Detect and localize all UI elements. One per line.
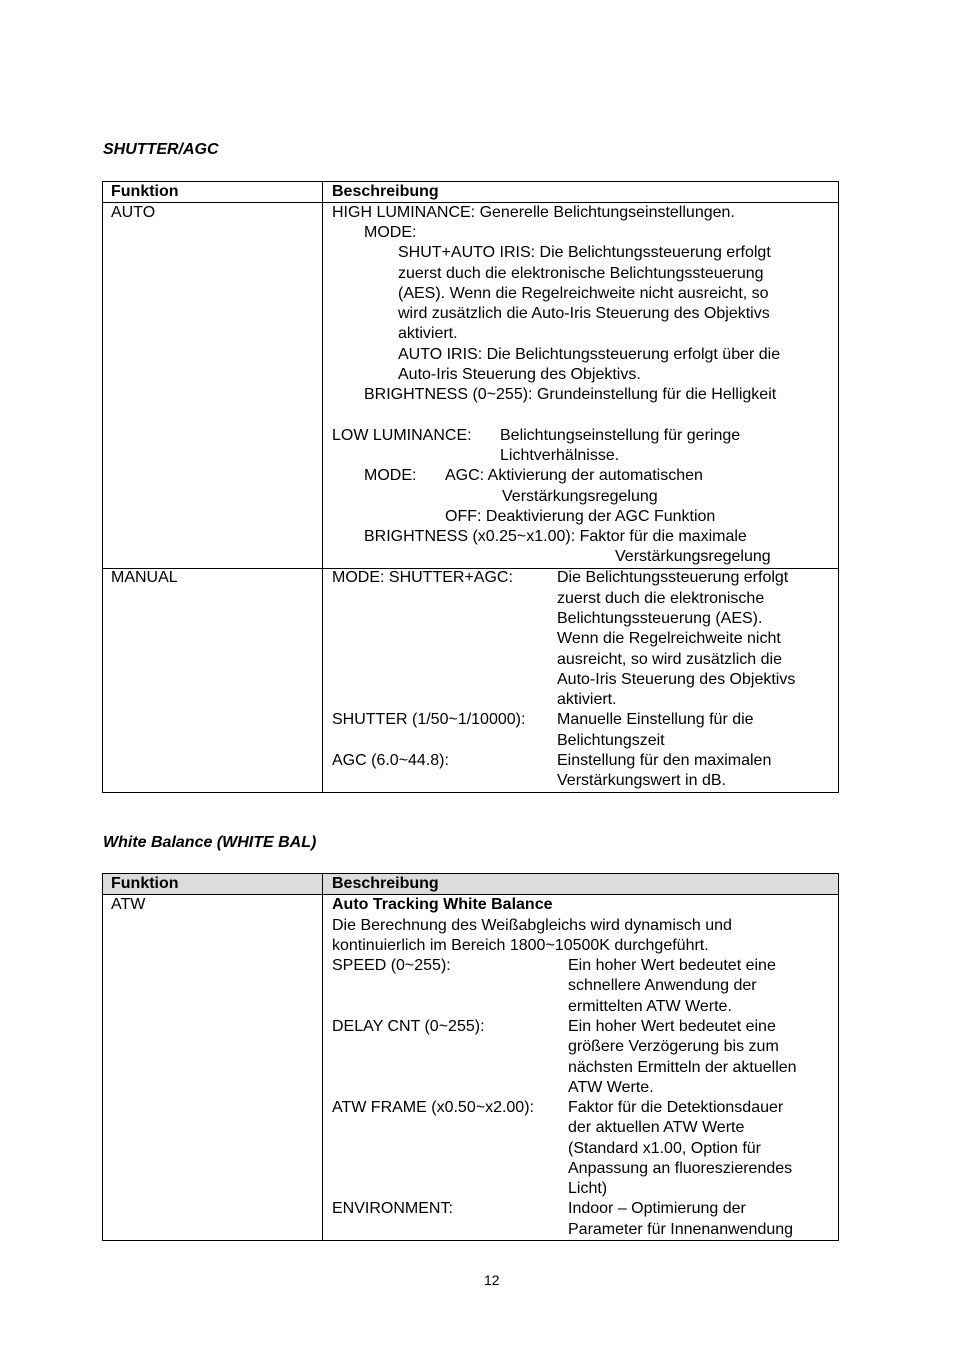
desc-line: schnellere Anwendung der	[568, 977, 757, 994]
table-header	[103, 182, 838, 202]
desc-line: ermittelten ATW Werte.	[568, 998, 732, 1015]
column-divider	[322, 182, 323, 792]
desc-line: Faktor für die Detektionsdauer	[568, 1099, 784, 1116]
atw-title: Auto Tracking White Balance	[332, 896, 553, 913]
desc-line: BRIGHTNESS (x0.25~x1.00): Faktor für die maximale	[364, 528, 747, 545]
header-beschreibung: Beschreibung	[332, 875, 439, 892]
param-label: DELAY CNT (0~255):	[332, 1018, 485, 1035]
desc-line: (Standard x1.00, Option für	[568, 1140, 761, 1157]
desc-line: MODE:	[364, 224, 417, 241]
desc-line: Wenn die Regelreichweite nicht	[557, 630, 781, 647]
desc-line: aktiviert.	[398, 325, 458, 342]
desc-line: Indoor – Optimierung der	[568, 1200, 746, 1217]
page-number: 12	[484, 1272, 500, 1288]
param-label: ATW FRAME (x0.50~x2.00):	[332, 1099, 534, 1116]
funktion-auto: AUTO	[111, 204, 156, 221]
desc-line: Auto-Iris Steuerung des Objektivs.	[398, 366, 641, 383]
desc-line: Verstärkungswert in dB.	[557, 772, 726, 789]
desc-line: Anpassung an fluoreszierendes	[568, 1160, 793, 1177]
param-label: MODE: SHUTTER+AGC:	[332, 569, 513, 586]
header-funktion: Funktion	[111, 875, 179, 892]
desc-line: Parameter für Innenanwendung	[568, 1221, 794, 1238]
header-beschreibung: Beschreibung	[332, 183, 439, 200]
desc-line: BRIGHTNESS (0~255): Grundeinstellung für die Helligkeit	[364, 386, 777, 403]
desc-line: Lichtverhälnisse.	[500, 447, 620, 464]
header-funktion: Funktion	[111, 183, 179, 200]
desc-line: (AES). Wenn die Regelreichweite nicht ausreicht, so	[398, 285, 769, 302]
desc-line: zuerst duch die elektronische	[557, 590, 765, 607]
desc-line: LOW LUMINANCE:	[332, 427, 472, 444]
desc-line: Die Belichtungssteuerung erfolgt	[557, 569, 789, 586]
desc-line: Verstärkungsregelung	[615, 548, 771, 565]
desc-line: der aktuellen ATW Werte	[568, 1119, 745, 1136]
desc-line: zuerst duch die elektronische Belichtungssteuerung	[398, 265, 764, 282]
desc-line: HIGH LUMINANCE: Generelle Belichtungseinstellungen.	[332, 204, 735, 221]
desc-line: OFF: Deaktivierung der AGC Funktion	[445, 508, 716, 525]
desc-line: Auto-Iris Steuerung des Objektivs	[557, 671, 796, 688]
param-label: SPEED (0~255):	[332, 957, 451, 974]
desc-line: ATW Werte.	[568, 1079, 654, 1096]
desc-line: AGC: Aktivierung der automatischen	[445, 467, 703, 484]
param-label: AGC (6.0~44.8):	[332, 752, 449, 769]
desc-line: Ein hoher Wert bedeutet eine	[568, 1018, 776, 1035]
funktion-atw: ATW	[111, 896, 146, 913]
section-heading-white-balance: White Balance (WHITE BAL)	[103, 834, 317, 851]
desc-line: AUTO IRIS: Die Belichtungssteuerung erfolgt über die	[398, 346, 781, 363]
desc-line: Die Berechnung des Weißabgleichs wird dynamisch und	[332, 917, 732, 934]
column-divider	[322, 874, 323, 1240]
desc-line: Belichtungseinstellung für geringe	[500, 427, 741, 444]
table-header	[103, 874, 838, 894]
desc-line: größere Verzögerung bis zum	[568, 1038, 779, 1055]
desc-line: Verstärkungsregelung	[502, 488, 658, 505]
desc-line: nächsten Ermitteln der aktuellen	[568, 1059, 797, 1076]
desc-line: Manuelle Einstellung für die	[557, 711, 754, 728]
desc-line: Belichtungszeit	[557, 732, 665, 749]
desc-line: ausreicht, so wird zusätzlich die	[557, 651, 782, 668]
desc-line: wird zusätzlich die Auto-Iris Steuerung des Objektivs	[398, 305, 770, 322]
desc-line: aktiviert.	[557, 691, 617, 708]
desc-line: Licht)	[568, 1180, 608, 1197]
desc-line: MODE:	[364, 467, 417, 484]
desc-line: Belichtungssteuerung (AES).	[557, 610, 763, 627]
param-label: ENVIRONMENT:	[332, 1200, 453, 1217]
desc-line: Einstellung für den maximalen	[557, 752, 772, 769]
desc-line: kontinuierlich im Bereich 1800~10500K durchgeführt.	[332, 937, 709, 954]
section-heading-shutter-agc: SHUTTER/AGC	[103, 141, 219, 158]
param-label: SHUTTER (1/50~1/10000):	[332, 711, 526, 728]
desc-line: SHUT+AUTO IRIS: Die Belichtungssteuerung erfolgt	[398, 244, 771, 261]
funktion-manual: MANUAL	[111, 569, 178, 586]
desc-line: Ein hoher Wert bedeutet eine	[568, 957, 776, 974]
